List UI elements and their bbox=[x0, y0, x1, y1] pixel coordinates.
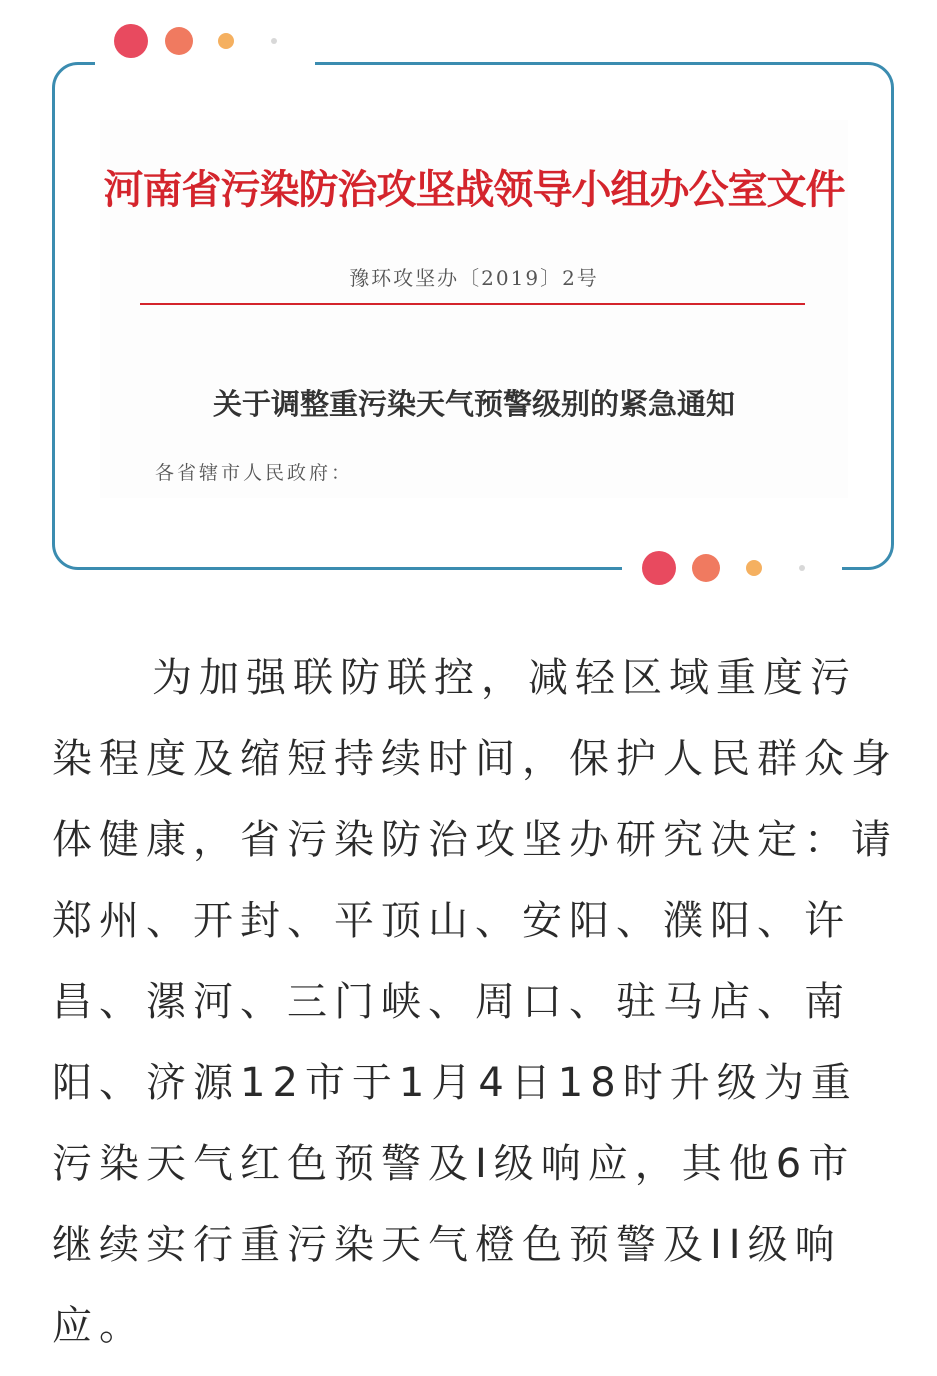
decor-dot-top-3 bbox=[218, 33, 234, 49]
document-addressee: 各省辖市人民政府： bbox=[155, 462, 354, 484]
decor-dot-bottom-4 bbox=[799, 565, 805, 571]
decor-dot-bottom-2 bbox=[692, 554, 720, 582]
document-header: 河南省污染防治攻坚战领导小组办公室文件 bbox=[103, 166, 845, 213]
decor-dot-bottom-1 bbox=[642, 551, 676, 585]
decor-dot-top-4 bbox=[271, 38, 277, 44]
decor-dot-top-2 bbox=[165, 27, 193, 55]
decor-dot-top-1 bbox=[114, 24, 148, 58]
document-title: 关于调整重污染天气预警级别的紧急通知 bbox=[212, 387, 735, 421]
article-paragraph: 为加强联防联控，减轻区域重度污染程度及缩短持续时间，保护人民群众身体健康，省污染防治攻坚办研究决定：请郑州、开封、平顶山、安阳、濮阳、许昌、漯河、三门峡、周口、驻马店、南阳、济源12市于1月4日18时升级为重污染天气红色预警及I级响应，其他6市继续实行重污染天气橙色预警及II级响应。 bbox=[52, 655, 898, 1349]
document-red-rule bbox=[140, 303, 805, 305]
document-number: 豫环攻坚办〔2019〕2号 bbox=[349, 266, 599, 290]
decor-dot-bottom-3 bbox=[746, 560, 762, 576]
